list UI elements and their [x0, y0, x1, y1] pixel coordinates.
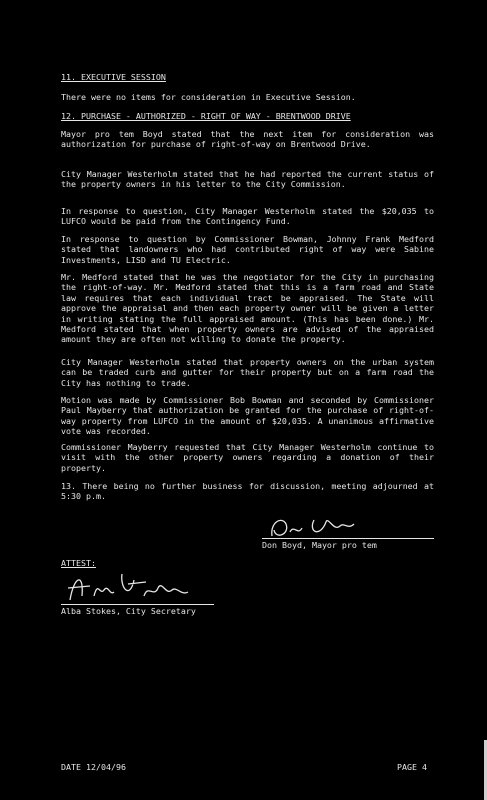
secretary-name: Alba Stokes, City Secretary — [61, 606, 196, 616]
item-12-heading: 12. PURCHASE - AUTHORIZED - RIGHT OF WAY - BRENTWOOD DRIVE — [61, 111, 351, 121]
paragraph-status: City Manager Westerholm stated that he had reported the current status of the property owners in his letter to the City Commission. — [61, 169, 434, 190]
paragraph-adjourned: 13. There being no further business for discussion, meeting adjourned at 5:30 p.m. — [61, 481, 434, 502]
secretary-signature-line — [61, 604, 214, 605]
paragraph-intro: Mayor pro tem Boyd stated that the next item for consideration was authorization for purchase of right-of-way on Brentwood Drive. — [61, 129, 434, 150]
mayor-signature-line — [262, 538, 434, 539]
paragraph-contingency: In response to question, City Manager Westerholm stated the $20,035 to LUFCO would be paid from the Contingency Fund. — [61, 206, 434, 227]
paragraph-motion: Motion was made by Commissioner Bob Bowman and seconded by Commissioner Paul Mayberry that authorization be granted for the purchase of right-of-way property from LUFCO in the amount of $20,035. A unanimous affirmative vote was recorded. — [61, 395, 434, 437]
paragraph-landowners: In response to question by Commissioner Bowman, Johnny Frank Medford stated that landowners who had contributed right of way were Sabine Investments, LISD and TU Electric. — [61, 234, 434, 265]
item-11-body: There were no items for consideration in Executive Session. — [61, 92, 356, 102]
footer-date: DATE 12/04/96 — [61, 762, 126, 772]
footer-page: PAGE 4 — [397, 762, 427, 772]
mayor-name: Don Boyd, Mayor pro tem — [262, 540, 377, 550]
paragraph-donation: Commissioner Mayberry requested that City Manager Westerholm continue to visit with the other property owners regarding a donation of their property. — [61, 442, 434, 473]
item-11-heading: 11. EXECUTIVE SESSION — [61, 72, 166, 82]
attest-label: ATTEST: — [61, 558, 96, 568]
secretary-signature — [64, 566, 194, 606]
paragraph-negotiator: Mr. Medford stated that he was the negotiator for the City in purchasing the right-of-way. Mr. Medford stated that this is a farm road and State law requires that each individual tract be appraised. The State will approve the appraisal and then each property owner will be given a letter in writing stating the full appraised amount. (This has been done.) Mr. Medford stated that when property owners are advised of the appraised amount they are often not willing to donate the property. — [61, 272, 434, 345]
paragraph-urban-system: City Manager Westerholm stated that property owners on the urban system can be traded curb and gutter for their property but on a farm road the City has nothing to trade. — [61, 357, 434, 388]
